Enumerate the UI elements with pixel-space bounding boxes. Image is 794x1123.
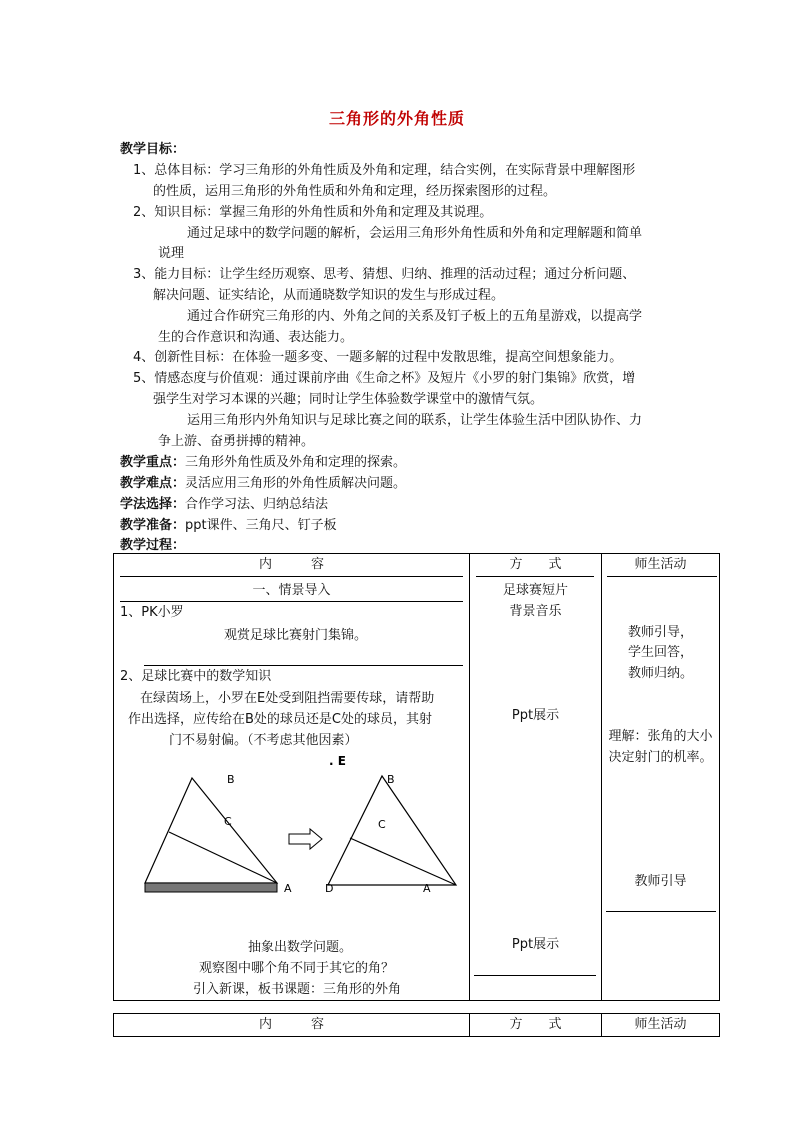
right-triangle <box>328 776 456 885</box>
prep-text: ppt课件、三角尺、钉子板 <box>185 518 337 533</box>
page-title: 三角形的外角性质 <box>328 109 465 128</box>
item-1-desc: 观赏足球比赛射门集锦。 <box>224 628 368 643</box>
goal-3-line-1: 3、能力目标：让学生经历观察、思考、猜想、归纳、推理的活动过程；通过分析问题、 <box>133 267 636 282</box>
header-method-2: 方 式 <box>509 1017 562 1032</box>
focus-text: 三角形外角性质及外角和定理的探索。 <box>185 455 407 470</box>
rule <box>474 975 596 976</box>
label-C-right: C <box>378 818 386 831</box>
rule <box>120 1000 463 1001</box>
goal-4-line-1: 4、创新性目标：在体验一题多变、一题多解的过程中发散思维，提高空间想象能力。 <box>133 350 623 365</box>
goal-1-line-1: 1、总体目标：学习三角形的外角性质及外角和定理，结合实例，在实际背景中理解图形 <box>133 163 636 178</box>
header-activity: 师生活动 <box>634 557 687 572</box>
header-method: 方 式 <box>509 557 562 572</box>
activity-2: 学生回答， <box>627 645 693 660</box>
goal-5-line-2: 强学生对学习本课的兴趣；同时让学生体验数学课堂中的激情气氛。 <box>153 392 544 407</box>
goal-line-bar <box>145 883 277 892</box>
focus-label: 教学重点： <box>120 455 186 470</box>
label-D-right: D <box>325 882 334 895</box>
activity-6: 教师引导 <box>634 874 687 889</box>
label-E: . E <box>329 754 346 768</box>
left-triangle-cevian <box>169 832 277 883</box>
header-content: 内 容 <box>258 557 324 572</box>
goal-2-line-3: 说理 <box>158 246 185 261</box>
section-intro: 一、情景导入 <box>252 583 331 598</box>
header-activity-2: 师生活动 <box>634 1017 687 1032</box>
goal-5-line-4: 争上游、奋勇拼搏的精神。 <box>158 434 315 449</box>
para-line-3: 门不易射偏。（不考虑其他因素） <box>169 733 358 748</box>
question-text: 观察图中哪个角不同于其它的角？ <box>199 961 395 976</box>
goals-heading: 教学目标： <box>120 142 186 157</box>
activity-5: 决定射门的机率。 <box>608 750 713 765</box>
label-B-left: B <box>227 773 235 786</box>
item-2: 2、足球比赛中的数学知识 <box>120 669 272 684</box>
difficulty-row <box>120 475 406 493</box>
method-video: 足球赛短片 <box>502 583 568 598</box>
label-A-right: A <box>423 882 431 895</box>
para-line-1: 在绿茵场上，小罗在E处受到阻挡需要传球，请帮助 <box>140 691 435 706</box>
intro-text: 引入新课，板书课题：三角形的外角 <box>193 982 402 997</box>
goal-5-line-3: 运用三角形内外角知识与足球比赛之间的联系，让学生体验生活中团队协作、力 <box>187 413 643 428</box>
activity-3: 教师归纳。 <box>627 666 693 681</box>
goal-3-line-4: 生的合作意识和沟通、表达能力。 <box>158 330 354 345</box>
header-content-2: 内 容 <box>258 1017 324 1032</box>
method-ppt-1: Ppt展示 <box>511 708 560 723</box>
goal-3-line-3: 通过合作研究三角形的内、外角之间的关系及钉子板上的五角星游戏，以提高学 <box>187 309 643 324</box>
column-divider <box>469 1014 470 1036</box>
goal-5-line-1: 5、情感态度与价值观：通过课前序曲《生命之杯》及短片《小罗的射门集锦》欣赏，增 <box>133 371 636 386</box>
method-music: 背景音乐 <box>509 604 562 619</box>
header-underline <box>120 576 463 577</box>
rule <box>144 665 463 666</box>
abstract-text: 抽象出数学问题。 <box>248 940 353 955</box>
goal-2-line-1: 2、知识目标：掌握三角形的外角性质和外角和定理及其说理。 <box>133 205 493 220</box>
method-text: 合作学习法、归纳总结法 <box>185 497 329 512</box>
goal-1-line-2: 的性质，运用三角形的外角性质和外角和定理，经历探索图形的过程。 <box>153 184 557 199</box>
label-B-right: B <box>387 773 395 786</box>
rule <box>120 601 463 602</box>
triangle-figure <box>114 750 469 900</box>
method-ppt-2: Ppt展示 <box>511 937 560 952</box>
activity-1: 教师引导， <box>627 625 693 640</box>
method-row <box>120 496 328 514</box>
process-label: 教学过程： <box>120 538 186 553</box>
column-divider <box>601 1014 602 1036</box>
para-line-2: 作出选择，应传给在B处的球员还是C处的球员，其射 <box>128 712 432 727</box>
method-label: 学法选择： <box>120 497 186 512</box>
item-1: 1、PK小罗 <box>120 605 184 620</box>
continuation-table-header <box>113 1013 720 1037</box>
difficulty-text: 灵活应用三角形的外角性质解决问题。 <box>185 476 407 491</box>
left-triangle <box>145 778 277 883</box>
difficulty-label: 教学难点： <box>120 476 186 491</box>
label-C-left: C <box>224 815 232 828</box>
label-A-left: A <box>284 882 292 895</box>
prep-label: 教学准备： <box>120 518 186 533</box>
arrow-icon <box>289 829 322 849</box>
header-underline <box>476 576 594 577</box>
process-table <box>113 553 720 1001</box>
column-divider <box>601 554 602 1000</box>
rule <box>606 911 716 912</box>
activity-4: 理解：张角的大小 <box>608 729 713 744</box>
prep-row <box>120 517 337 535</box>
header-underline <box>607 576 717 577</box>
goal-2-line-2: 通过足球中的数学问题的解析，会运用三角形外角性质和外角和定理解题和简单 <box>187 226 643 241</box>
focus-row <box>120 454 406 472</box>
goal-3-line-2: 解决问题、证实结论，从而通晓数学知识的发生与形成过程。 <box>153 288 505 303</box>
